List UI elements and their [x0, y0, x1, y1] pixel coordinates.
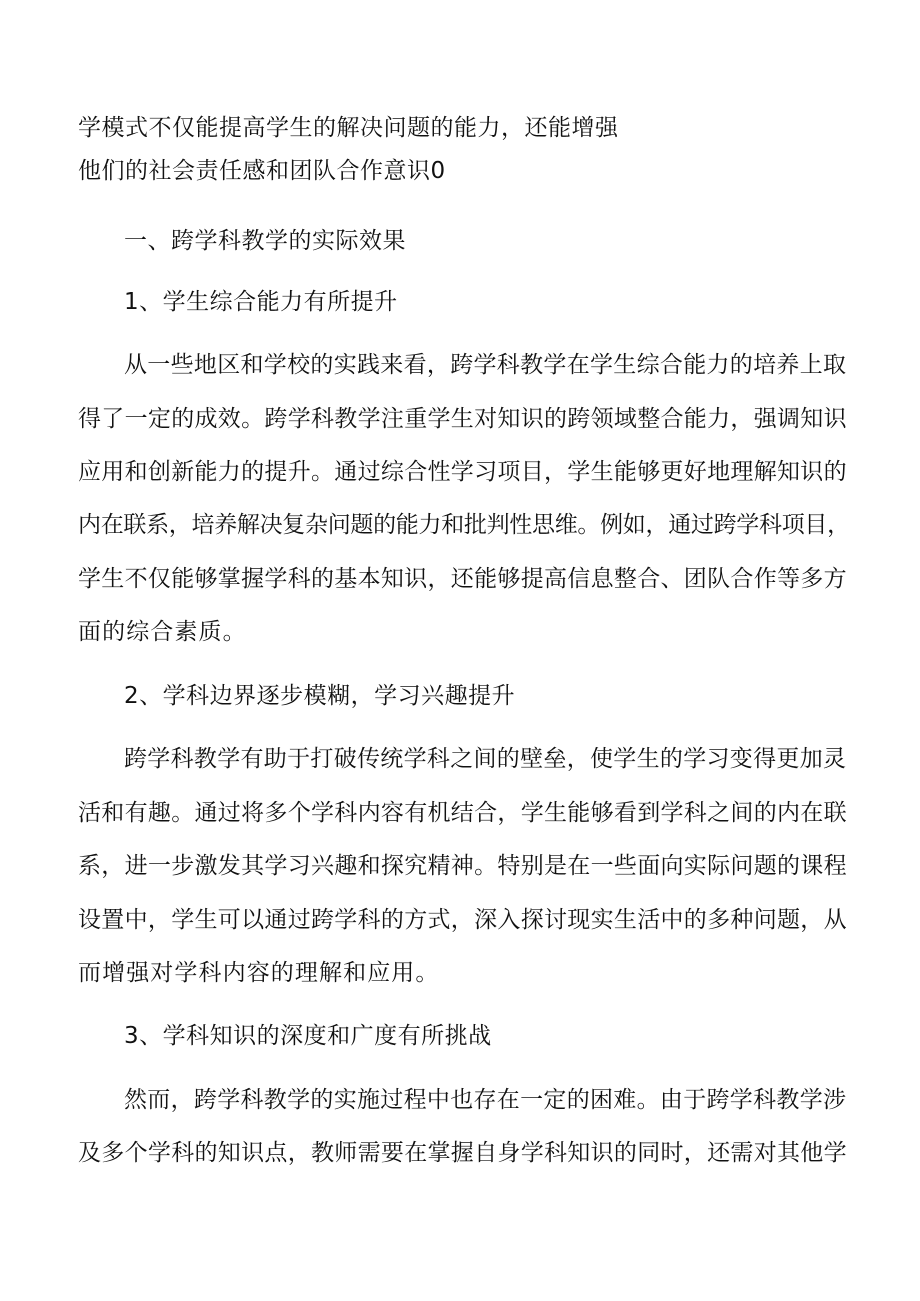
paragraph-2-line-4: 设置中，学生可以通过跨学科的方式，深入探讨现实生活中的多种问题，从	[78, 907, 847, 933]
intro-line-2: 他们的社会责任感和团队合作意识0	[78, 158, 446, 184]
paragraph-1-line-6: 面的综合素质。	[78, 619, 247, 645]
section-heading: 一、跨学科教学的实际效果	[124, 228, 406, 254]
paragraph-1-line-1: 从一些地区和学校的实践来看，跨学科教学在学生综合能力的培养上取	[124, 352, 847, 378]
intro-line-1: 学模式不仅能提高学生的解决问题的能力，还能增强	[78, 115, 619, 141]
paragraph-3-line-1: 然而，跨学科教学的实施过程中也存在一定的困难。由于跨学科教学涉	[124, 1087, 847, 1113]
subsection-heading-1: 1、学生综合能力有所提升	[124, 289, 398, 315]
paragraph-1-line-4: 内在联系，培养解决复杂问题的能力和批判性思维。例如，通过跨学科项目，	[78, 512, 850, 538]
paragraph-2-line-5: 而增强对学科内容的理解和应用。	[78, 960, 440, 986]
paragraph-1-line-3: 应用和创新能力的提升。通过综合性学习项目，学生能够更好地理解知识的	[78, 459, 847, 485]
paragraph-2-line-2: 活和有趣。通过将多个学科内容有机结合，学生能够看到学科之间的内在联	[78, 800, 847, 826]
paragraph-3-line-2: 及多个学科的知识点，教师需要在掌握自身学科知识的同时，还需对其他学	[78, 1140, 847, 1166]
paragraph-2-line-1: 跨学科教学有助于打破传统学科之间的壁垒，使学生的学习变得更加灵	[124, 746, 847, 772]
subsection-heading-2: 2、学科边界逐步模糊，学习兴趣提升	[124, 683, 516, 709]
paragraph-1-line-2: 得了一定的成效。跨学科教学注重学生对知识的跨领域整合能力，强调知识	[78, 406, 847, 432]
subsection-heading-3: 3、学科知识的深度和广度有所挑战	[124, 1023, 492, 1049]
paragraph-1-line-5: 学生不仅能够掌握学科的基本知识，还能够提高信息整合、团队合作等多方	[78, 566, 847, 592]
paragraph-2-line-3: 系，进一步激发其学习兴趣和探究精神。特别是在一些面向实际问题的课程	[78, 853, 847, 879]
